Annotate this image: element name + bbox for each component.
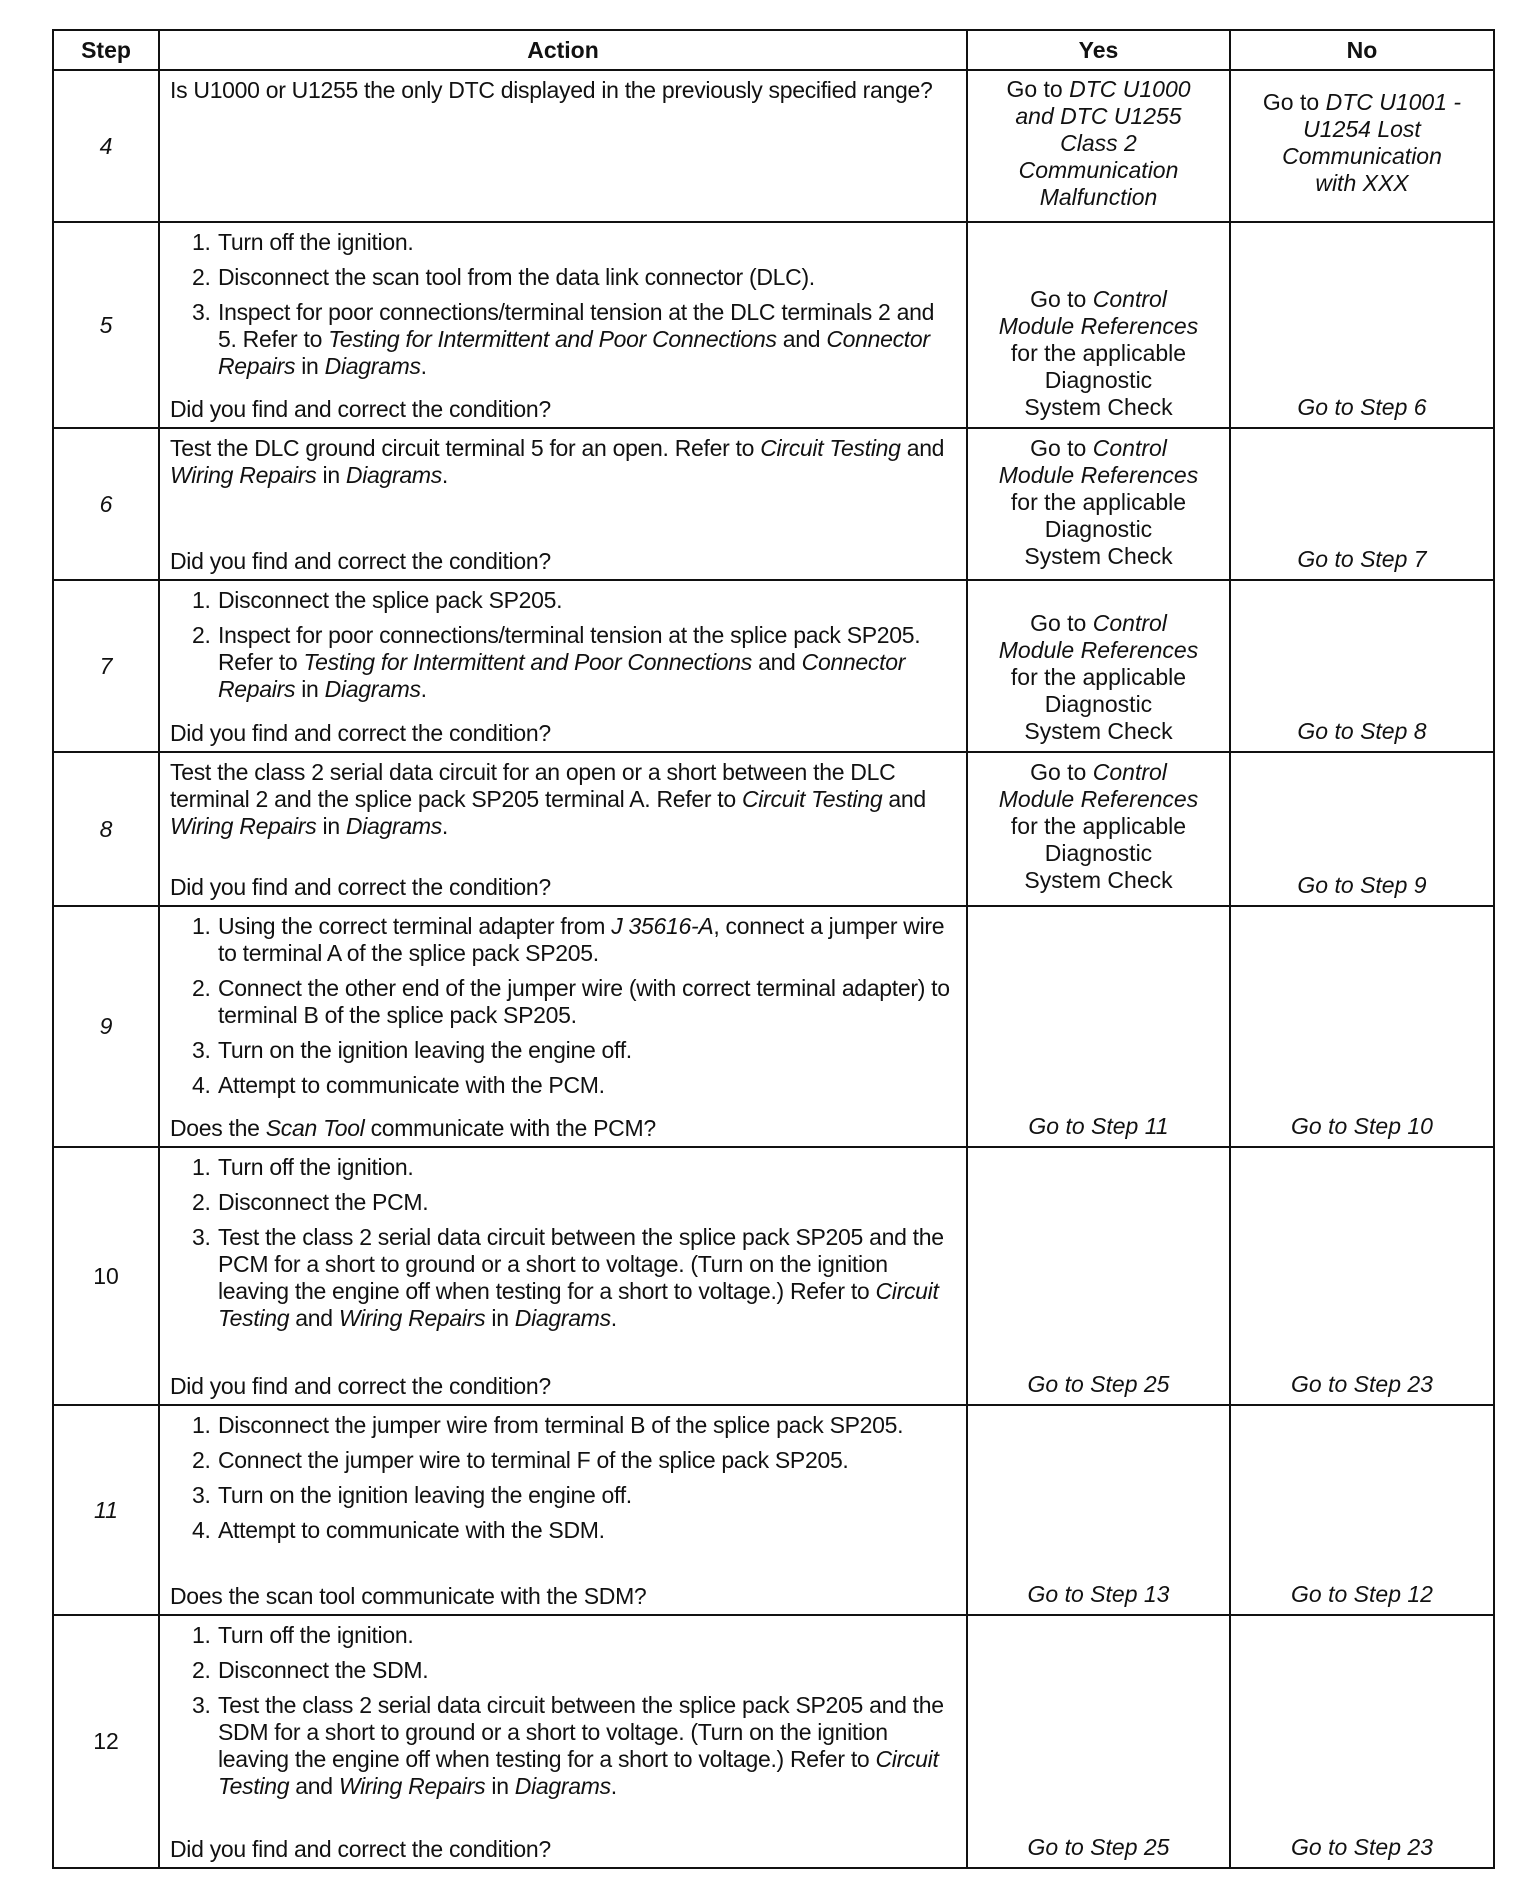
text-run: Did you find and correct the condition? [170, 874, 551, 900]
italic-reference-text: Go to Step 13 [1027, 1581, 1170, 1607]
action-step-item [170, 622, 956, 703]
action-step-list [170, 1622, 956, 1808]
text-run: Go to [1030, 435, 1093, 461]
item-number: 3. [192, 299, 211, 325]
step-number: 5 [53, 222, 159, 428]
text-run: for the applicable [1010, 489, 1187, 515]
action-question [170, 1373, 956, 1400]
action-step-item [170, 1447, 956, 1474]
action-question [170, 1836, 956, 1863]
italic-reference-text: Diagrams [514, 1305, 611, 1331]
italic-reference-text: Go to Step 10 [1291, 1113, 1433, 1139]
text-run: System Check [1024, 394, 1173, 420]
italic-reference-text: Connector Repairs [218, 326, 930, 379]
action-cell [159, 1405, 967, 1615]
yes-outcome [967, 222, 1230, 428]
italic-reference-text: DTC U1001 - [1325, 89, 1462, 115]
action-cell [159, 1147, 967, 1405]
italic-reference-text: Module References [998, 637, 1199, 663]
outcome-line [974, 184, 1223, 211]
italic-reference-text: Go to Step 6 [1297, 394, 1427, 420]
italic-reference-text: Diagrams [514, 1773, 611, 1799]
text-run: Connect the other end of the jumper wire (with correct terminal adapter) to terminal B of the splice pack SP205. [218, 975, 950, 1028]
text-run: Diagnostic [1044, 367, 1153, 393]
text-run: . [420, 353, 427, 379]
item-text [218, 975, 956, 1029]
item-number: 1. [192, 587, 211, 613]
outcome-line [974, 103, 1223, 130]
text-run: Test the class 2 serial data circuit for an open or a short between the DLC terminal 2 and the splice pack SP205 terminal A. Refer to [170, 759, 896, 812]
italic-reference-text: Control [1092, 759, 1167, 785]
text-run: Turn on the ignition leaving the engine off. [218, 1482, 632, 1508]
table-row [53, 428, 1494, 580]
item-number: 2. [192, 622, 211, 648]
outcome-line [974, 340, 1223, 367]
outcome-line [1237, 116, 1487, 143]
outcome-line [1237, 143, 1487, 170]
table-row [53, 752, 1494, 906]
text-run: in [295, 353, 325, 379]
text-run: and [776, 326, 827, 352]
outcome-line [974, 1113, 1223, 1140]
italic-reference-text: Go to Step 23 [1291, 1371, 1433, 1397]
action-content [170, 913, 956, 1142]
outcome-line [974, 813, 1223, 840]
no-outcome [1230, 580, 1494, 752]
item-text [218, 264, 815, 291]
text-run: Disconnect the PCM. [218, 1189, 429, 1215]
text-run: . [441, 813, 449, 839]
outcome-line [974, 286, 1223, 313]
text-run: Connect the jumper wire to terminal F of the splice pack SP205. [218, 1447, 849, 1473]
action-instruction [170, 435, 956, 489]
action-step-item [170, 1622, 956, 1649]
italic-reference-text: Communication [1018, 156, 1179, 183]
text-run: Did you find and correct the condition? [170, 1373, 551, 1399]
text-run: . [610, 1773, 617, 1799]
text-run: Go to [1262, 89, 1326, 115]
action-step-item [170, 1224, 956, 1332]
text-run: Go to [1030, 286, 1093, 312]
text-run: communicate with the PCM? [364, 1115, 656, 1141]
text-run: in [316, 462, 346, 488]
yes-outcome [967, 580, 1230, 752]
outcome-line [1237, 872, 1487, 899]
italic-reference-text: Class 2 [1060, 129, 1137, 156]
table-row [53, 906, 1494, 1147]
item-number: 1. [192, 913, 211, 939]
yes-outcome [967, 1405, 1230, 1615]
item-number: 2. [192, 1189, 211, 1215]
text-run: Diagnostic [1044, 840, 1153, 866]
outcome-line [1237, 718, 1487, 745]
item-number: 4. [192, 1517, 211, 1543]
italic-reference-text: Go to Step 9 [1297, 872, 1427, 898]
item-number: 4. [192, 1072, 211, 1098]
outcome-line [974, 637, 1223, 664]
italic-reference-text: Module References [998, 786, 1199, 812]
text-run: Test the DLC ground circuit terminal 5 for an open. Refer to [170, 435, 761, 461]
outcome-line [974, 759, 1223, 786]
outcome-line [1237, 394, 1487, 421]
action-step-item [170, 1692, 956, 1800]
outcome-line [1237, 1834, 1487, 1861]
action-cell [159, 428, 967, 580]
item-number: 2. [192, 975, 211, 1001]
text-run: System Check [1024, 718, 1173, 744]
outcome-line [974, 130, 1223, 157]
text-run: Turn on the ignition leaving the engine off. [218, 1037, 632, 1063]
italic-reference-text: Communication [1282, 143, 1442, 169]
item-number: 3. [192, 1224, 211, 1250]
no-outcome [1230, 1147, 1494, 1405]
yes-outcome [967, 1147, 1230, 1405]
italic-reference-text: with XXX [1315, 170, 1409, 196]
italic-reference-text: Control [1092, 286, 1167, 312]
outcome-line [1237, 89, 1487, 116]
table-row [53, 580, 1494, 752]
text-run: Go to [1030, 759, 1093, 785]
item-text [218, 1482, 632, 1509]
item-number: 2. [192, 264, 211, 290]
action-cell [159, 1615, 967, 1868]
action-content [170, 229, 956, 423]
outcome-line [1237, 1371, 1487, 1398]
action-step-list [170, 1412, 956, 1552]
step-number: 9 [53, 906, 159, 1147]
italic-reference-text: Module References [998, 313, 1199, 339]
no-outcome [1230, 428, 1494, 580]
text-run: Did you find and correct the condition? [170, 720, 551, 746]
yes-outcome [967, 906, 1230, 1147]
outcome-line [974, 462, 1223, 489]
italic-reference-text: Wiring Repairs [338, 1305, 486, 1331]
action-step-item [170, 1517, 956, 1544]
action-step-item [170, 1037, 956, 1064]
action-step-list [170, 1154, 956, 1340]
action-step-item [170, 1657, 956, 1684]
text-run: Does the [170, 1115, 266, 1141]
italic-reference-text: Wiring Repairs [170, 462, 317, 488]
italic-reference-text: Testing for Intermittent and Poor Connections [303, 649, 752, 675]
outcome-line [974, 367, 1223, 394]
action-content [170, 587, 956, 747]
action-step-item [170, 1072, 956, 1099]
item-text [218, 1037, 632, 1064]
action-step-item [170, 975, 956, 1029]
no-outcome [1230, 906, 1494, 1147]
step-number: 12 [53, 1615, 159, 1868]
item-number: 1. [192, 1154, 211, 1180]
action-content [170, 435, 956, 575]
italic-reference-text: Wiring Repairs [338, 1773, 486, 1799]
text-run: Turn off the ignition. [218, 1154, 414, 1180]
italic-reference-text: DTC U1000 [1069, 75, 1191, 102]
outcome-line [1237, 1113, 1487, 1140]
header-row [53, 30, 1494, 70]
action-question [170, 396, 956, 423]
italic-reference-text: J 35616-A [611, 913, 714, 939]
item-text [218, 1412, 903, 1439]
outcome-line [974, 786, 1223, 813]
outcome-line [974, 1834, 1223, 1861]
italic-reference-text: Go to Step 7 [1297, 546, 1427, 572]
text-run: Using the correct terminal adapter from [218, 913, 612, 939]
item-text [218, 622, 956, 703]
text-run: in [295, 676, 325, 702]
text-run: in [485, 1773, 515, 1799]
item-text [218, 1189, 428, 1216]
italic-reference-text: Control [1092, 610, 1167, 636]
table-row [53, 222, 1494, 428]
text-run: System Check [1024, 867, 1173, 893]
text-run: Disconnect the SDM. [218, 1657, 429, 1683]
text-run: Test the class 2 serial data circuit between the splice pack SP205 and the PCM for a short to ground or a short to voltage. (Turn on the ignition leaving the engine off when testing for a short to voltage.) Refer to [218, 1224, 944, 1304]
action-step-item [170, 264, 956, 291]
text-run: for the applicable [1010, 813, 1187, 839]
text-run: Turn off the ignition. [218, 1622, 414, 1648]
text-run: and [289, 1305, 339, 1331]
action-question [170, 874, 956, 901]
text-run: Disconnect the jumper wire from terminal B of the splice pack SP205. [218, 1412, 904, 1438]
italic-reference-text: and DTC U1255 [1015, 102, 1182, 129]
item-text [218, 1692, 956, 1800]
step-number: 11 [53, 1405, 159, 1615]
action-instruction [170, 759, 956, 840]
text-run: and [882, 786, 926, 812]
italic-reference-text: Scan Tool [265, 1115, 365, 1141]
header-yes: Yes [967, 30, 1230, 70]
text-run: Attempt to communicate with the PCM. [218, 1072, 605, 1098]
outcome-line [974, 1371, 1223, 1398]
text-run: Test the class 2 serial data circuit between the splice pack SP205 and the SDM for a short to ground or a short to voltage. (Turn on the ignition leaving the engine off when testing for a short to voltage.) Refer to [218, 1692, 944, 1772]
item-text [218, 1517, 605, 1544]
item-number: 1. [192, 229, 211, 255]
action-step-item [170, 1412, 956, 1439]
text-run: Go to [1030, 610, 1093, 636]
header-action: Action [159, 30, 967, 70]
text-run: Inspect for poor connections/terminal tension at the splice pack SP205. Refer to [218, 622, 921, 675]
table-row [53, 70, 1494, 222]
action-instruction [170, 77, 956, 104]
action-content [170, 759, 956, 901]
item-text [218, 1657, 428, 1684]
text-run: Is U1000 or U1255 the only DTC displayed in the previously specified range? [170, 77, 933, 103]
item-number: 2. [192, 1657, 211, 1683]
step-number: 7 [53, 580, 159, 752]
outcome-line [974, 664, 1223, 691]
item-number: 2. [192, 1447, 211, 1473]
text-run: , connect a jumper wire to terminal A of the splice pack SP205. [218, 913, 945, 966]
no-outcome [1230, 70, 1494, 222]
item-text [218, 587, 562, 614]
italic-reference-text: Circuit Testing [218, 1746, 939, 1799]
item-text [218, 299, 956, 380]
outcome-line [974, 1581, 1223, 1608]
outcome-line [1237, 170, 1487, 197]
italic-reference-text: Testing for Intermittent and Poor Connections [328, 326, 777, 352]
item-text [218, 1224, 956, 1332]
italic-reference-text: Wiring Repairs [170, 813, 317, 839]
action-step-item [170, 1482, 956, 1509]
action-step-list [170, 913, 956, 1107]
header-step: Step [53, 30, 159, 70]
item-number: 3. [192, 1692, 211, 1718]
text-run: . [441, 462, 449, 488]
table-row [53, 1615, 1494, 1868]
text-run: in [316, 813, 346, 839]
step-number: 10 [53, 1147, 159, 1405]
item-number: 1. [192, 1622, 211, 1648]
action-cell [159, 906, 967, 1147]
action-question [170, 548, 956, 575]
text-run: System Check [1024, 543, 1173, 569]
outcome-line [974, 489, 1223, 516]
action-content [170, 1154, 956, 1400]
outcome-line [974, 840, 1223, 867]
action-step-list [170, 587, 956, 711]
italic-reference-text: U1254 Lost [1303, 116, 1421, 142]
action-content [170, 1412, 956, 1610]
action-question [170, 1115, 956, 1142]
outcome-line [974, 157, 1223, 184]
italic-reference-text: Go to Step 12 [1291, 1581, 1433, 1607]
action-content [170, 77, 956, 217]
text-run: and [289, 1773, 339, 1799]
italic-reference-text: Control [1092, 435, 1167, 461]
no-outcome [1230, 1615, 1494, 1868]
italic-reference-text: Circuit Testing [760, 435, 901, 461]
text-run: . [610, 1305, 617, 1331]
text-run: Attempt to communicate with the SDM. [218, 1517, 605, 1543]
yes-outcome [967, 752, 1230, 906]
action-step-item [170, 1189, 956, 1216]
text-run: Turn off the ignition. [218, 229, 414, 255]
text-run: for the applicable [1010, 340, 1187, 366]
italic-reference-text: Module References [998, 462, 1199, 488]
text-run: Did you find and correct the condition? [170, 548, 551, 574]
text-run: for the applicable [1010, 664, 1187, 690]
no-outcome [1230, 752, 1494, 906]
step-number: 8 [53, 752, 159, 906]
text-run: and [751, 649, 802, 675]
no-outcome [1230, 1405, 1494, 1615]
outcome-line [974, 610, 1223, 637]
italic-reference-text: Diagrams [345, 462, 442, 488]
outcome-line [974, 313, 1223, 340]
step-number: 6 [53, 428, 159, 580]
action-cell [159, 222, 967, 428]
text-run: Diagnostic [1044, 516, 1153, 542]
outcome-line [974, 394, 1223, 421]
action-question [170, 720, 956, 747]
italic-reference-text: Go to Step 25 [1027, 1371, 1170, 1397]
table-row [53, 1405, 1494, 1615]
action-step-item [170, 299, 956, 380]
action-step-item [170, 1154, 956, 1181]
item-text [218, 229, 413, 256]
italic-reference-text: Go to Step 25 [1027, 1834, 1170, 1860]
item-text [218, 1622, 413, 1649]
outcome-line [974, 435, 1223, 462]
text-run: Does the scan tool communicate with the SDM? [170, 1583, 647, 1609]
item-text [218, 1072, 605, 1099]
diagnostic-table [52, 29, 1495, 1869]
no-outcome [1230, 222, 1494, 428]
outcome-line [1237, 546, 1487, 573]
action-cell [159, 70, 967, 222]
text-run: Diagnostic [1044, 691, 1153, 717]
table-body [53, 70, 1494, 1868]
table-row [53, 1147, 1494, 1405]
text-run: and [900, 435, 945, 461]
italic-reference-text: Go to Step 23 [1291, 1834, 1433, 1860]
text-run: in [485, 1305, 515, 1331]
italic-reference-text: Circuit Testing [218, 1278, 939, 1331]
outcome-line [974, 718, 1223, 745]
text-run: Disconnect the splice pack SP205. [218, 587, 563, 613]
text-run: Did you find and correct the condition? [170, 396, 551, 422]
italic-reference-text: Diagrams [324, 676, 421, 702]
yes-outcome [967, 70, 1230, 222]
italic-reference-text: Diagrams [324, 353, 421, 379]
action-question [170, 1583, 956, 1610]
item-text [218, 1154, 413, 1181]
item-number: 1. [192, 1412, 211, 1438]
item-number: 3. [192, 1482, 211, 1508]
action-step-item [170, 913, 956, 967]
text-run: . [420, 676, 427, 702]
outcome-line [974, 516, 1223, 543]
action-cell [159, 580, 967, 752]
text-run: Did you find and correct the condition? [170, 1836, 551, 1862]
step-number: 4 [53, 70, 159, 222]
italic-reference-text: Diagrams [345, 813, 442, 839]
italic-reference-text: Circuit Testing [741, 786, 883, 812]
header-no: No [1230, 30, 1494, 70]
italic-reference-text: Go to Step 8 [1297, 718, 1427, 744]
item-number: 3. [192, 1037, 211, 1063]
yes-outcome [967, 1615, 1230, 1868]
action-step-list [170, 229, 956, 388]
outcome-line [974, 691, 1223, 718]
italic-reference-text: Connector Repairs [218, 649, 906, 702]
text-run: Disconnect the scan tool from the data link connector (DLC). [218, 264, 815, 290]
item-text [218, 913, 956, 967]
italic-reference-text: Malfunction [1039, 183, 1158, 210]
yes-outcome [967, 428, 1230, 580]
outcome-line [974, 867, 1223, 894]
outcome-line [974, 76, 1223, 103]
outcome-line [974, 543, 1223, 570]
outcome-line [1237, 1581, 1487, 1608]
action-step-item [170, 587, 956, 614]
item-text [218, 1447, 849, 1474]
text-run: Inspect for poor connections/terminal tension at the DLC terminals 2 and 5. Refer to [218, 299, 935, 352]
action-cell [159, 752, 967, 906]
italic-reference-text: Go to Step 11 [1028, 1113, 1169, 1139]
action-content [170, 1622, 956, 1863]
text-run: Go to [1006, 75, 1070, 102]
action-step-item [170, 229, 956, 256]
